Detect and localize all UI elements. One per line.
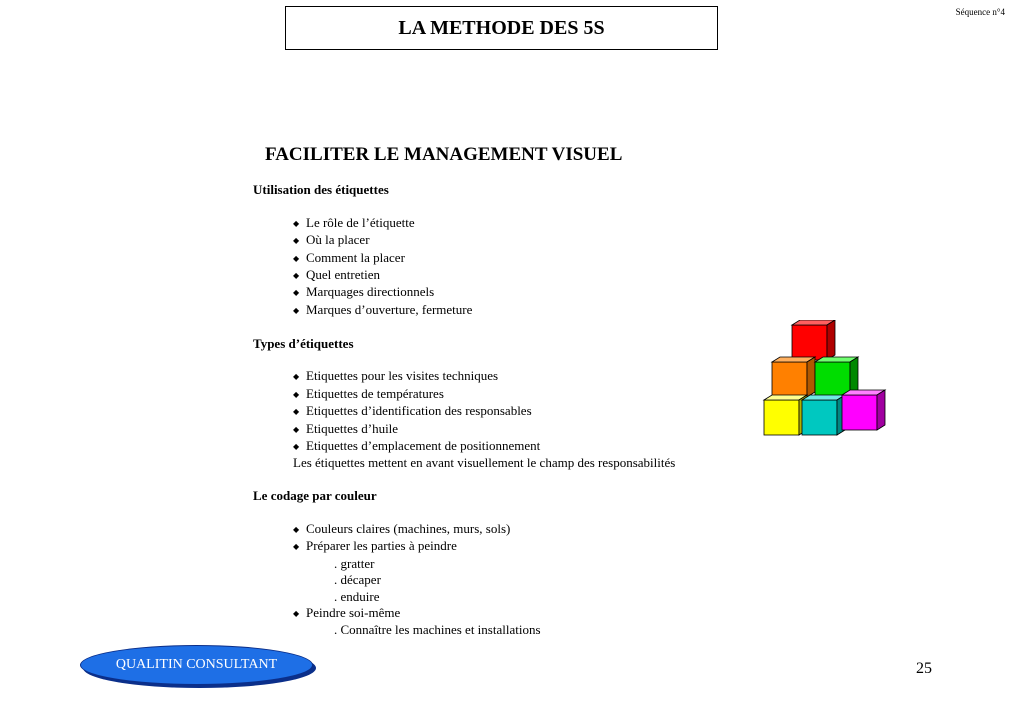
list-item: ◆ Etiquettes d’emplacement de positionnement: [253, 438, 733, 455]
list-item: ◆ Le rôle de l’étiquette: [253, 215, 733, 232]
page-number: 25: [916, 660, 932, 677]
list-item: ◆ Peindre soi-même: [253, 605, 733, 622]
diamond-bullet-icon: ◆: [293, 305, 300, 315]
title-box: [285, 6, 718, 50]
section-heading: Utilisation des étiquettes: [253, 182, 389, 197]
page-title: LA METHODE DES 5S: [398, 16, 605, 39]
diamond-bullet-icon: ◆: [293, 442, 300, 452]
diamond-bullet-icon: ◆: [293, 525, 300, 535]
bullet-list: [253, 521, 733, 639]
list-item: ◆ Etiquettes de températures: [253, 386, 733, 403]
subtitle: FACILITER LE MANAGEMENT VISUEL: [265, 144, 623, 165]
bullet-list: [253, 215, 733, 319]
sub-item: . enduire: [334, 588, 380, 604]
diamond-bullet-icon: ◆: [293, 609, 300, 619]
company-name: QUALITIN CONSULTANT: [115, 657, 278, 672]
cube-yellow: [764, 395, 807, 435]
cube-magenta: [842, 390, 885, 430]
sequence-label: Séquence n°4: [955, 7, 1005, 17]
list-item: ◆ Etiquettes d’identification des responsables: [253, 403, 733, 420]
diamond-bullet-icon: ◆: [293, 372, 300, 382]
cube-cyan: [802, 395, 845, 435]
list-item: ◆ Marques d’ouverture, fermeture: [253, 302, 733, 319]
stacked-cubes-illustration: [762, 320, 892, 438]
section-heading: Types d’étiquettes: [253, 335, 354, 351]
bullet-list: [253, 368, 733, 455]
list-item: ◆ Couleurs claires (machines, murs, sols): [253, 521, 733, 538]
list-item: ◆ Marquages directionnels: [253, 284, 733, 301]
list-item: ◆ Quel entretien: [253, 267, 733, 284]
note-text: Les étiquettes mettent en avant visuellement le champ des responsabilités: [293, 455, 676, 471]
list-item: ◆ Comment la placer: [253, 250, 733, 267]
section-heading: Le codage par couleur: [253, 488, 377, 504]
diamond-bullet-icon: ◆: [293, 389, 300, 399]
list-item: ◆ Etiquettes pour les visites techniques: [253, 368, 733, 385]
content-body: [253, 182, 733, 639]
diamond-bullet-icon: ◆: [293, 236, 300, 246]
list-item: ◆ Préparer les parties à peindre: [253, 538, 733, 555]
cube-red: [792, 320, 835, 360]
diamond-bullet-icon: ◆: [293, 407, 300, 417]
diamond-bullet-icon: ◆: [293, 271, 300, 281]
diamond-bullet-icon: ◆: [293, 288, 300, 298]
sub-item: . décaper: [334, 572, 381, 588]
diamond-bullet-icon: ◆: [293, 424, 300, 434]
sub-item: . gratter: [334, 555, 375, 571]
list-item: ◆ Etiquettes d’huile: [253, 421, 733, 438]
list-item: ◆ Où la placer: [253, 232, 733, 249]
cube-orange: [772, 357, 815, 397]
sub-item: . Connaître les machines et installations: [334, 622, 541, 638]
diamond-bullet-icon: ◆: [293, 542, 300, 552]
diamond-bullet-icon: ◆: [293, 253, 300, 263]
diamond-bullet-icon: ◆: [293, 218, 300, 228]
company-badge: [80, 645, 313, 685]
